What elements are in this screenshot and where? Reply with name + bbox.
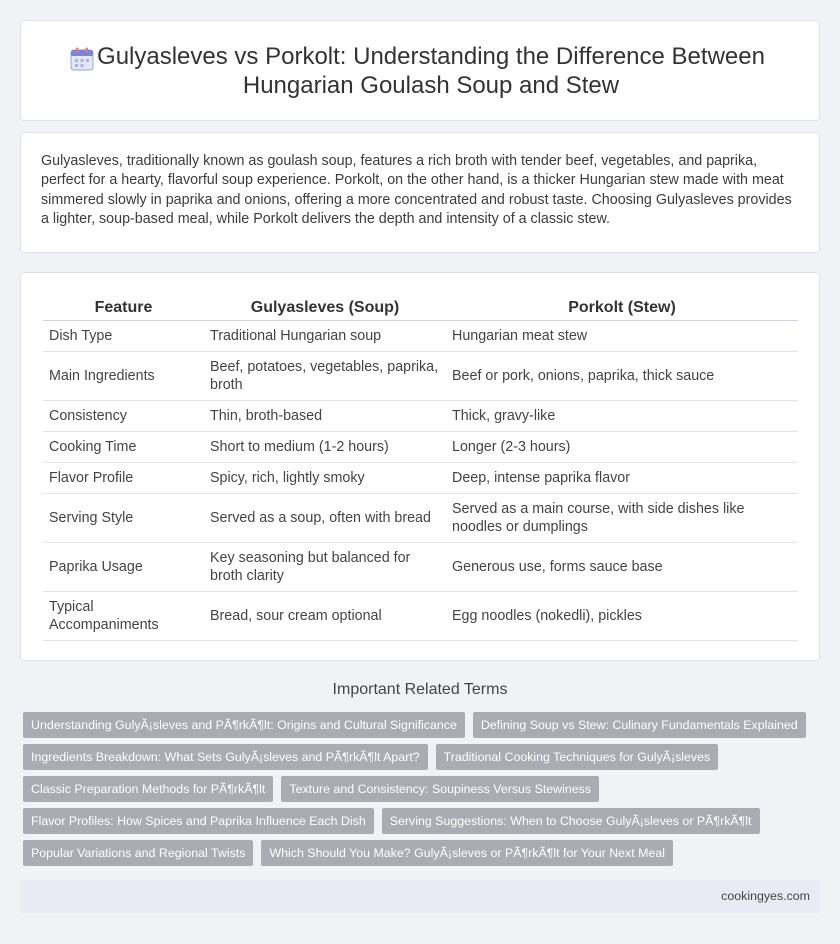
- table-cell: Dish Type: [43, 320, 204, 351]
- related-terms-title: Important Related Terms: [332, 681, 508, 698]
- column-header-porkolt: Porkolt (Stew): [446, 293, 798, 320]
- table-cell: Beef, potatoes, vegetables, paprika, broth: [204, 351, 446, 400]
- page-title: Gulyasleves vs Porkolt: Understanding the Difference Between Hungarian Goulash Soup and Stew: [97, 42, 765, 99]
- related-term-link[interactable]: Popular Variations and Regional Twists: [23, 840, 253, 866]
- table-cell: Longer (2-3 hours): [446, 431, 798, 462]
- related-term-link[interactable]: Defining Soup vs Stew: Culinary Fundamentals Explained: [473, 712, 806, 738]
- related-term-link[interactable]: Texture and Consistency: Soupiness Versus Stewiness: [281, 776, 599, 802]
- column-header-feature: Feature: [43, 293, 204, 320]
- table-cell: Consistency: [43, 400, 204, 431]
- related-terms-list: [23, 712, 823, 872]
- related-term-link[interactable]: Classic Preparation Methods for PÃ¶rkÃ¶lt: [23, 776, 273, 802]
- related-term-link[interactable]: Understanding GulyÃ¡sleves and PÃ¶rkÃ¶lt: Origins and Cultural Significance: [23, 712, 465, 738]
- table-cell: Paprika Usage: [43, 542, 204, 591]
- table-cell: Typical Accompaniments: [43, 591, 204, 640]
- table-row: [43, 320, 798, 351]
- intro-card: [20, 132, 820, 253]
- table-cell: Served as a main course, with side dishes like noodles or dumplings: [446, 493, 798, 542]
- table-row: [43, 591, 798, 640]
- table-cell: Thick, gravy-like: [446, 400, 798, 431]
- table-row: [43, 462, 798, 493]
- related-term-link[interactable]: Traditional Cooking Techniques for GulyÃ¡sleves: [436, 744, 719, 770]
- table-cell: Beef or pork, onions, paprika, thick sauce: [446, 351, 798, 400]
- related-term-link[interactable]: Which Should You Make? GulyÃ¡sleves or PÃ¶rkÃ¶lt for Your Next Meal: [261, 840, 673, 866]
- table-cell: Key seasoning but balanced for broth clarity: [204, 542, 446, 591]
- table-row: [43, 351, 798, 400]
- table-cell: Cooking Time: [43, 431, 204, 462]
- table-row: [43, 400, 798, 431]
- column-header-gulyasleves: Gulyasleves (Soup): [204, 293, 446, 320]
- table-cell: Generous use, forms sauce base: [446, 542, 798, 591]
- footer-site-name: cookingyes.com: [721, 889, 810, 903]
- footer: [20, 880, 820, 913]
- table-row: [43, 431, 798, 462]
- table-row: [43, 542, 798, 591]
- table-cell: Main Ingredients: [43, 351, 204, 400]
- table-cell: Bread, sour cream optional: [204, 591, 446, 640]
- header-card: [20, 20, 820, 121]
- table-cell: Spicy, rich, lightly smoky: [204, 462, 446, 493]
- related-term-link[interactable]: Serving Suggestions: When to Choose GulyÃ¡sleves or PÃ¶rkÃ¶lt: [382, 808, 760, 834]
- table-cell: Short to medium (1-2 hours): [204, 431, 446, 462]
- table-cell: Served as a soup, often with bread: [204, 493, 446, 542]
- table-cell: Egg noodles (nokedli), pickles: [446, 591, 798, 640]
- table-cell: Hungarian meat stew: [446, 320, 798, 351]
- comparison-table-card: [20, 272, 820, 661]
- table-header-row: [43, 293, 798, 320]
- table-cell: Serving Style: [43, 493, 204, 542]
- table-row: [43, 493, 798, 542]
- table-cell: Deep, intense paprika flavor: [446, 462, 798, 493]
- table-cell: Traditional Hungarian soup: [204, 320, 446, 351]
- comparison-table: [43, 293, 798, 641]
- intro-paragraph: Gulyasleves, traditionally known as goulash soup, features a rich broth with tender beef, vegetables, and paprika, perfect for a hearty, flavorful soup experience. Porkolt, on the other hand, is a thicker Hungarian stew made with meat simmered slowly in paprika and onions, offering a more concentrated and robust taste. Choosing Gulyasleves provides a lighter, soup-based meal, while Porkolt delivers the depth and intensity of a classic stew.: [41, 153, 792, 227]
- table-cell: Flavor Profile: [43, 462, 204, 493]
- related-term-link[interactable]: Flavor Profiles: How Spices and Paprika Influence Each Dish: [23, 808, 374, 834]
- related-term-link[interactable]: Ingredients Breakdown: What Sets GulyÃ¡sleves and PÃ¶rkÃ¶lt Apart?: [23, 744, 428, 770]
- table-cell: Thin, broth-based: [204, 400, 446, 431]
